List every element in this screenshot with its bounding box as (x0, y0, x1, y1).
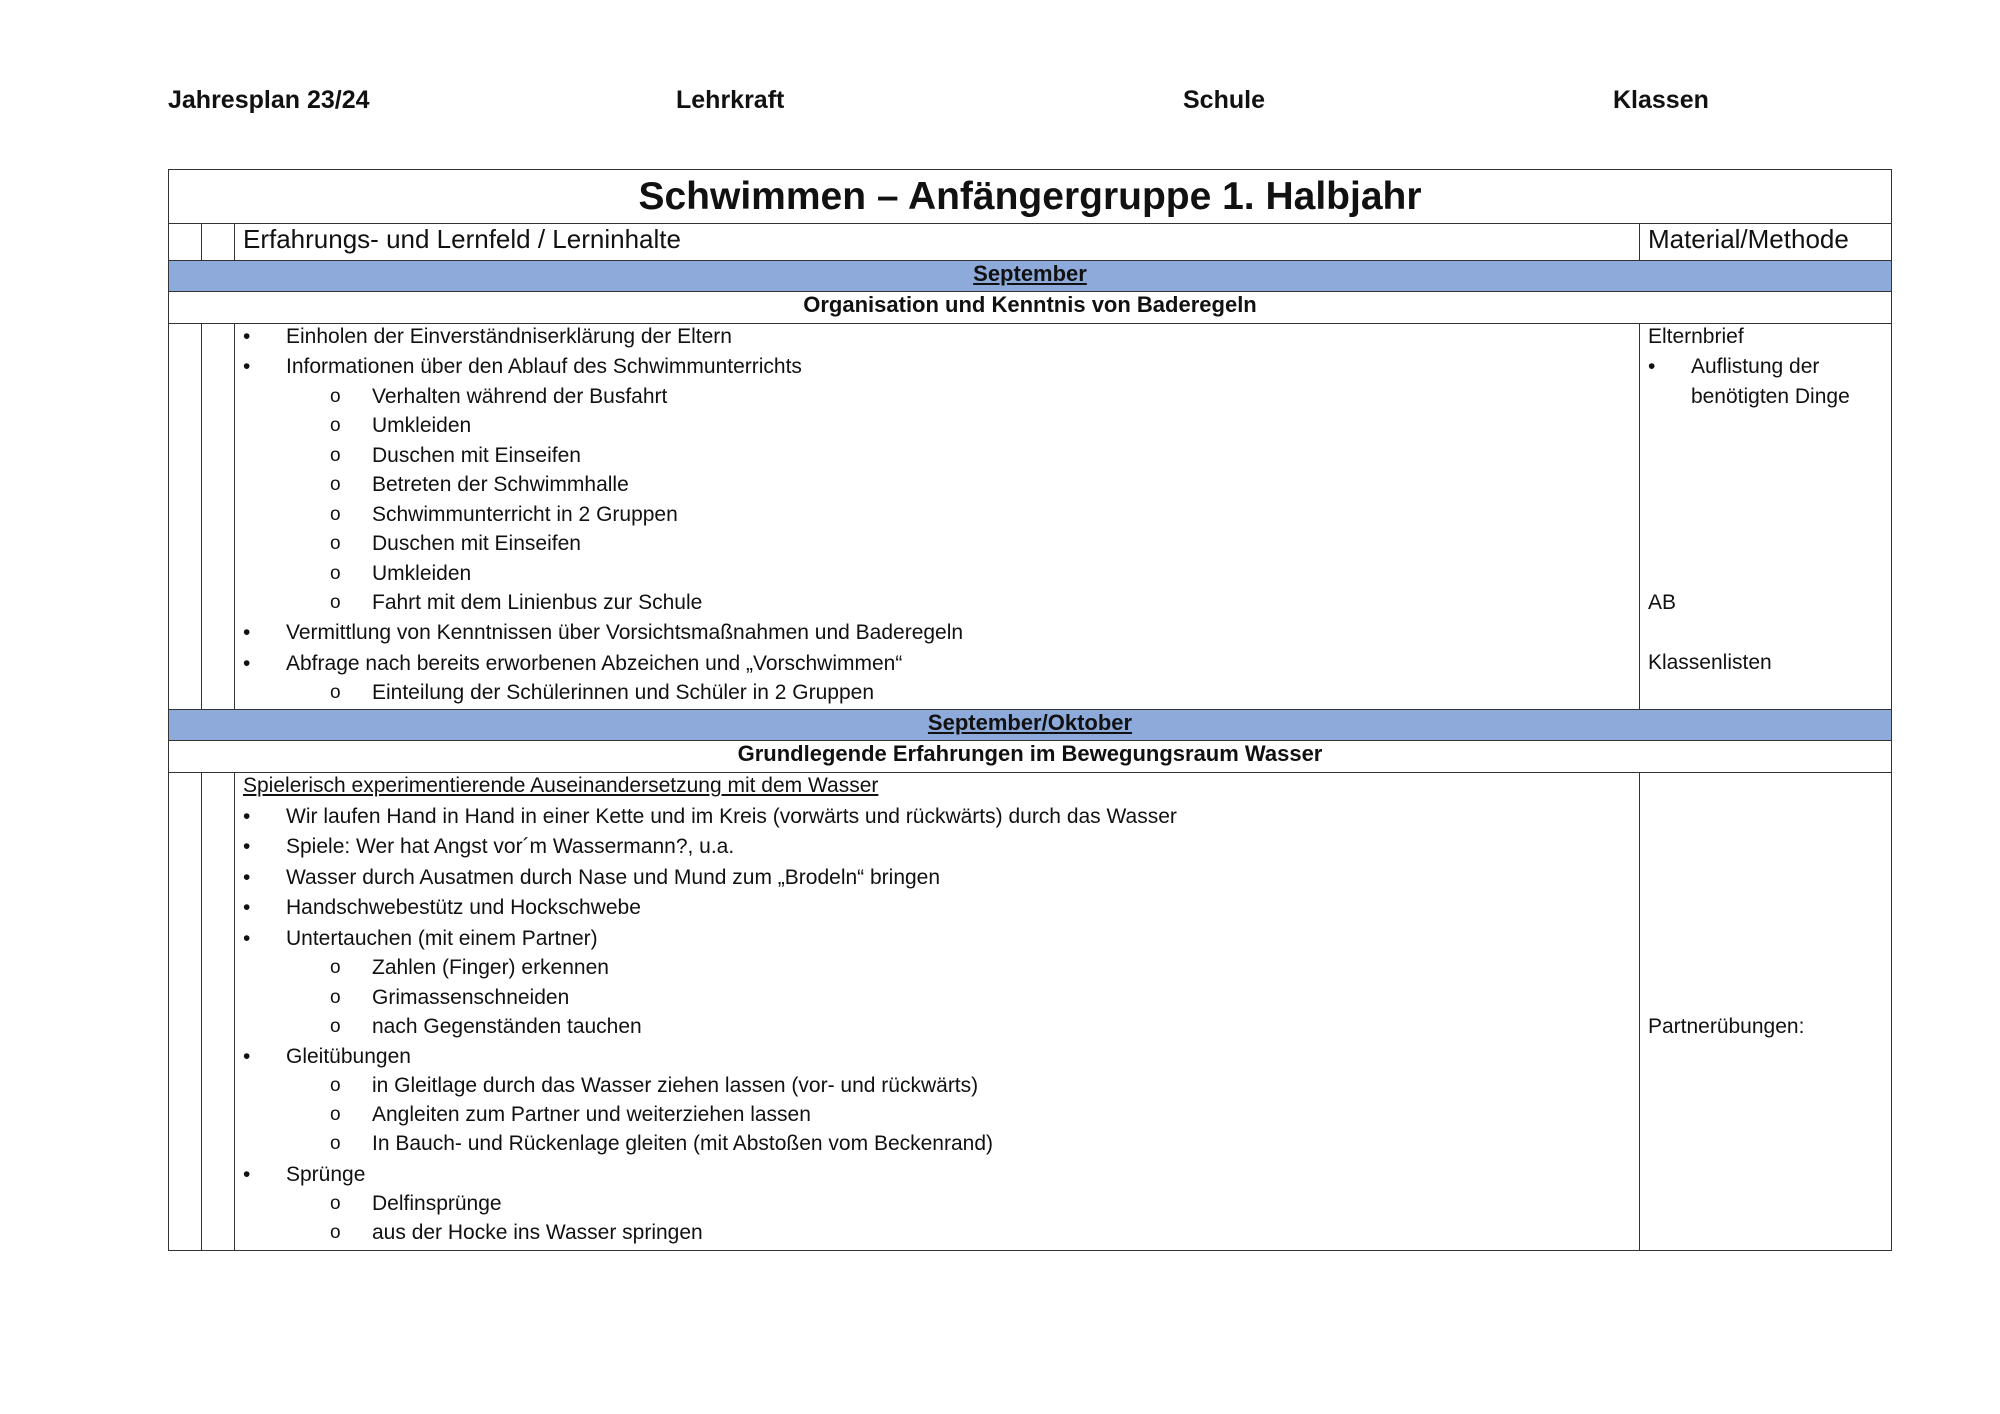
content-list-organisation: • Einholen der Einverständniserklärung der Eltern • Informationen über den Ablauf des Schwimmunterrichts o Verhalten während der Busfahrt o Umkleiden o Duschen mit Einseifen o Betreten der Schwimmhalle o Schwimmunterricht in 2 Gruppen o Duschen mit Einseifen o Umkleiden o Fahrt mit dem Linienbus zur Schule • Vermittlung von Kenntnissen über Vorsichtsmaßnahmen und Baderegeln • Abfrage nach bereits erworbenen Abzeichen und „Vorschwimmen“ o Einteilung der Schülerinnen und Schüler in 2 Gruppen (243, 325, 964, 704)
material-ab: AB (1647, 591, 1676, 614)
topic-heading-organisation: Organisation und Kenntnis von Baderegeln (169, 292, 1892, 324)
content-row-wasser (169, 773, 1892, 1251)
material-klassenlisten: Klassenlisten (1647, 651, 1772, 674)
month-heading-september: September (169, 261, 1892, 292)
material-auflistung: Auflistung der benötigten Dinge (1690, 355, 1850, 408)
material-bullet: • (1647, 355, 1656, 378)
plan-title: Jahresplan 23/24 (168, 86, 370, 114)
material-partneruebungen: Partnerübungen: (1647, 1015, 1805, 1038)
column-header-content: Erfahrungs- und Lernfeld / Lerninhalte (243, 224, 681, 254)
content-intro: Spielerisch experimentierende Auseinandersetzung mit dem Wasser (243, 774, 879, 797)
teacher-label: Lehrkraft (676, 86, 785, 114)
school-label: Schule (1183, 86, 1265, 114)
column-header-row (169, 224, 1892, 261)
topic-heading-grundlegende-erfahrungen: Grundlegende Erfahrungen im Bewegungsraum Wasser (169, 741, 1892, 773)
material-cell-wasser (1640, 773, 1891, 1250)
material-cell-organisation (1640, 324, 1891, 709)
month-heading-september-oktober: September/Oktober (169, 710, 1892, 741)
classes-label: Klassen (1613, 86, 1709, 114)
material-elternbrief: Elternbrief (1647, 325, 1744, 348)
plan-table (168, 169, 1892, 1251)
page-header (168, 82, 1968, 122)
column-header-material: Material/Methode (1647, 224, 1849, 254)
content-row-organisation (169, 324, 1892, 710)
table-title: Schwimmen – Anfängergruppe 1. Halbjahr (169, 170, 1892, 224)
content-list-wasser: Spielerisch experimentierende Auseinandersetzung mit dem Wasser • Wir laufen Hand in Hand in einer Kette und im Kreis (vorwärts und rückwärts) durch das Wasser • Spiele: Wer hat Angst vor´m Wassermann?, u.a. • Wasser durch Ausatmen durch Nase und Mund zum „Brodeln“ bringen • Handschwebestütz und Hockschwebe • Untertauchen (mit einem Partner) o Zahlen (Finger) erkennen o Grimassenschneiden o nach Gegenständen tauchen • Gleitübungen o in Gleitlage durch das Wasser ziehen lassen (vor- und rückwärts) o Angleiten zum Partner und weiterziehen lassen o In Bauch- und Rückenlage gleiten (mit Abstoßen vom Beckenrand) • Sprünge o Delfinsprünge o aus der Hocke ins Wasser springen (243, 774, 1177, 1244)
